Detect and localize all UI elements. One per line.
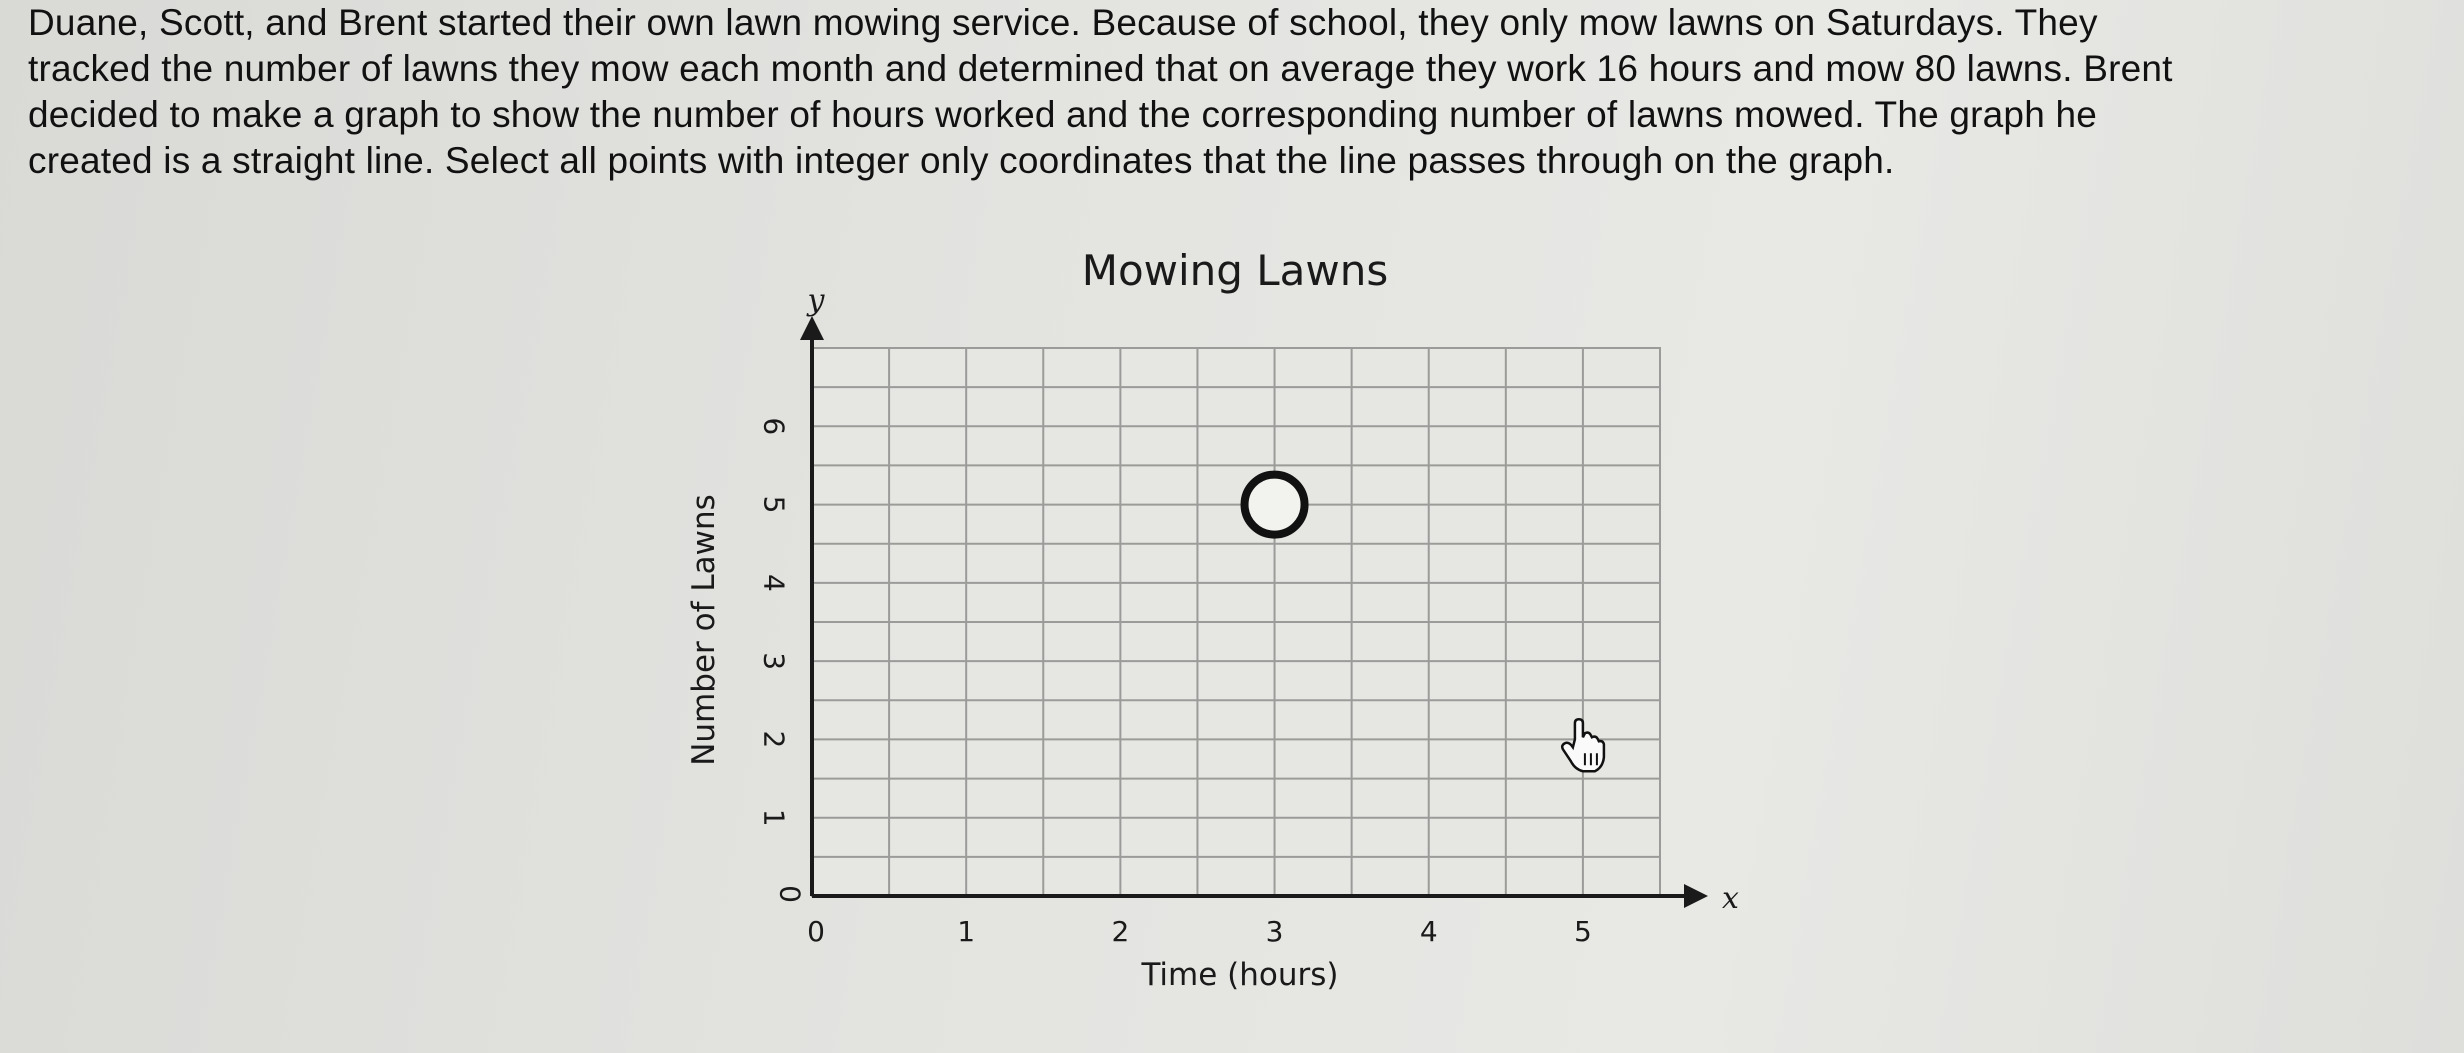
chart-title: Mowing Lawns [1081, 246, 1389, 295]
question-line-2: tracked the number of lawns they mow each month and determined that on average they work 16 hours and mow 80 lawns. Brent [28, 48, 2173, 89]
y-tick-label: 3 [757, 652, 791, 671]
x-axis-name: x [1722, 881, 1739, 916]
y-tick-label: 4 [757, 573, 791, 592]
x-tick-label: 2 [1111, 915, 1130, 948]
y-tick-label: 1 [757, 808, 791, 827]
y-axis-name: y [807, 283, 825, 318]
question-line-3: decided to make a graph to show the number of hours worked and the corresponding number of lawns mowed. The graph he [28, 94, 2098, 135]
y-axis-arrow-icon [800, 316, 824, 340]
x-tick-label: 3 [1265, 915, 1284, 948]
x-axis-arrow-icon [1684, 884, 1708, 908]
x-tick-label: 4 [1419, 915, 1438, 948]
y-tick-label: 5 [757, 495, 791, 514]
y-tick-label: 6 [757, 417, 791, 436]
selected-point-marker [1245, 475, 1305, 535]
y-tick-label: 0 [773, 885, 807, 903]
y-tick-label: 2 [757, 730, 791, 749]
question-line-1: Duane, Scott, and Brent started their own lawn mowing service. Because of school, they only mow lawns on Saturdays. They [28, 2, 2098, 43]
x-tick-label: 5 [1573, 915, 1592, 948]
plot-area[interactable] [758, 283, 1740, 948]
x-tick-label: 1 [957, 915, 976, 948]
x-axis-label: Time (hours) [1141, 957, 1339, 993]
y-axis-label: Number of Lawns [686, 494, 722, 766]
x-tick-label: 0 [807, 915, 825, 948]
question-line-4: created is a straight line. Select all points with integer only coordinates that the line passes through on the graph. [28, 140, 1895, 181]
